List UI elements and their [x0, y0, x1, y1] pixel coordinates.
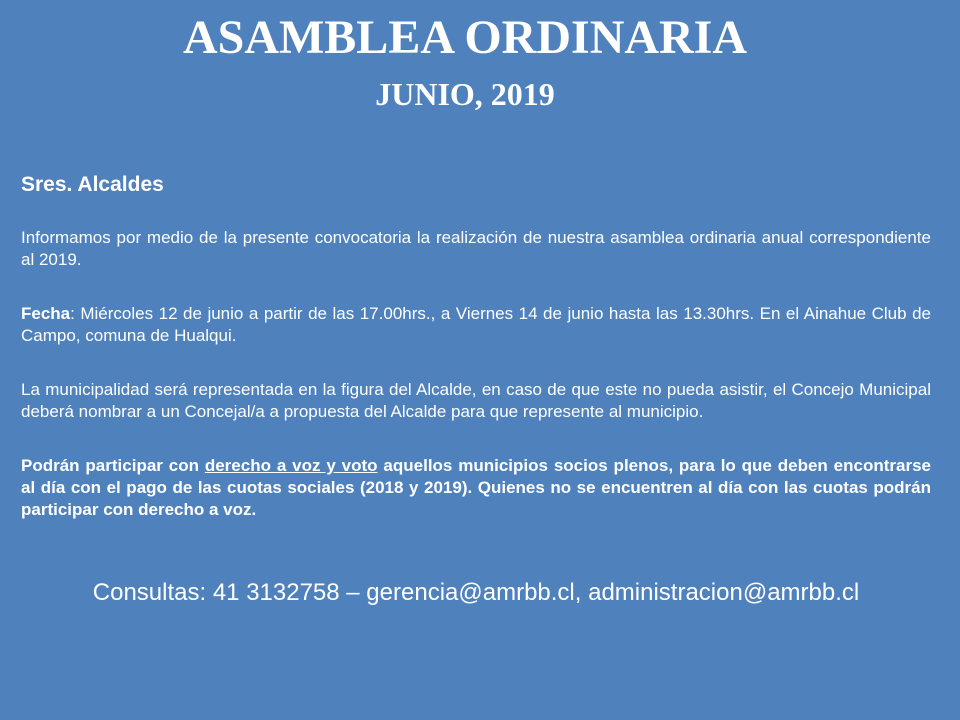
- contact-info: Consultas: 41 3132758 – gerencia@amrbb.cl, administracion@amrbb.cl: [92, 579, 860, 606]
- slide-subtitle: JUNIO, 2019: [375, 76, 555, 112]
- date-label: Fecha: [21, 304, 71, 323]
- slide-body: [21, 170, 931, 521]
- paragraph-representation: La municipalidad será representada en la figura del Alcalde, en caso de que este no pueda asistir, el Concejo Municipal deberá nombrar a un Concejal/a a propuesta del Alcalde para que represente al municipio.: [21, 380, 931, 421]
- participation-intro: Podrán participar con: [21, 456, 205, 475]
- slide-title: ASAMBLEA ORDINARIA: [182, 11, 748, 64]
- paragraph-participation: [21, 455, 931, 521]
- greeting: Sres. Alcaldes: [21, 173, 164, 196]
- paragraph-announcement: Informamos por medio de la presente convocatoria la realización de nuestra asamblea ordinaria anual correspondiente al 2019.: [21, 228, 931, 269]
- voice-vote-right: derecho a voz y voto: [204, 456, 378, 475]
- paragraph-date: [21, 303, 931, 347]
- participation-details: aquellos municipios socios plenos, para lo que deben encontrarse al día con el pago de las cuotas sociales (2018 y 2019). Quienes no se encuentren al día con las cuotas podrán participar con derecho a voz.: [21, 456, 931, 519]
- date-details: : Miércoles 12 de junio a partir de las 17.00hrs., a Viernes 14 de junio hasta las 13.30hrs. En el Ainahue Club de Campo, comuna de Hualqui.: [21, 304, 931, 345]
